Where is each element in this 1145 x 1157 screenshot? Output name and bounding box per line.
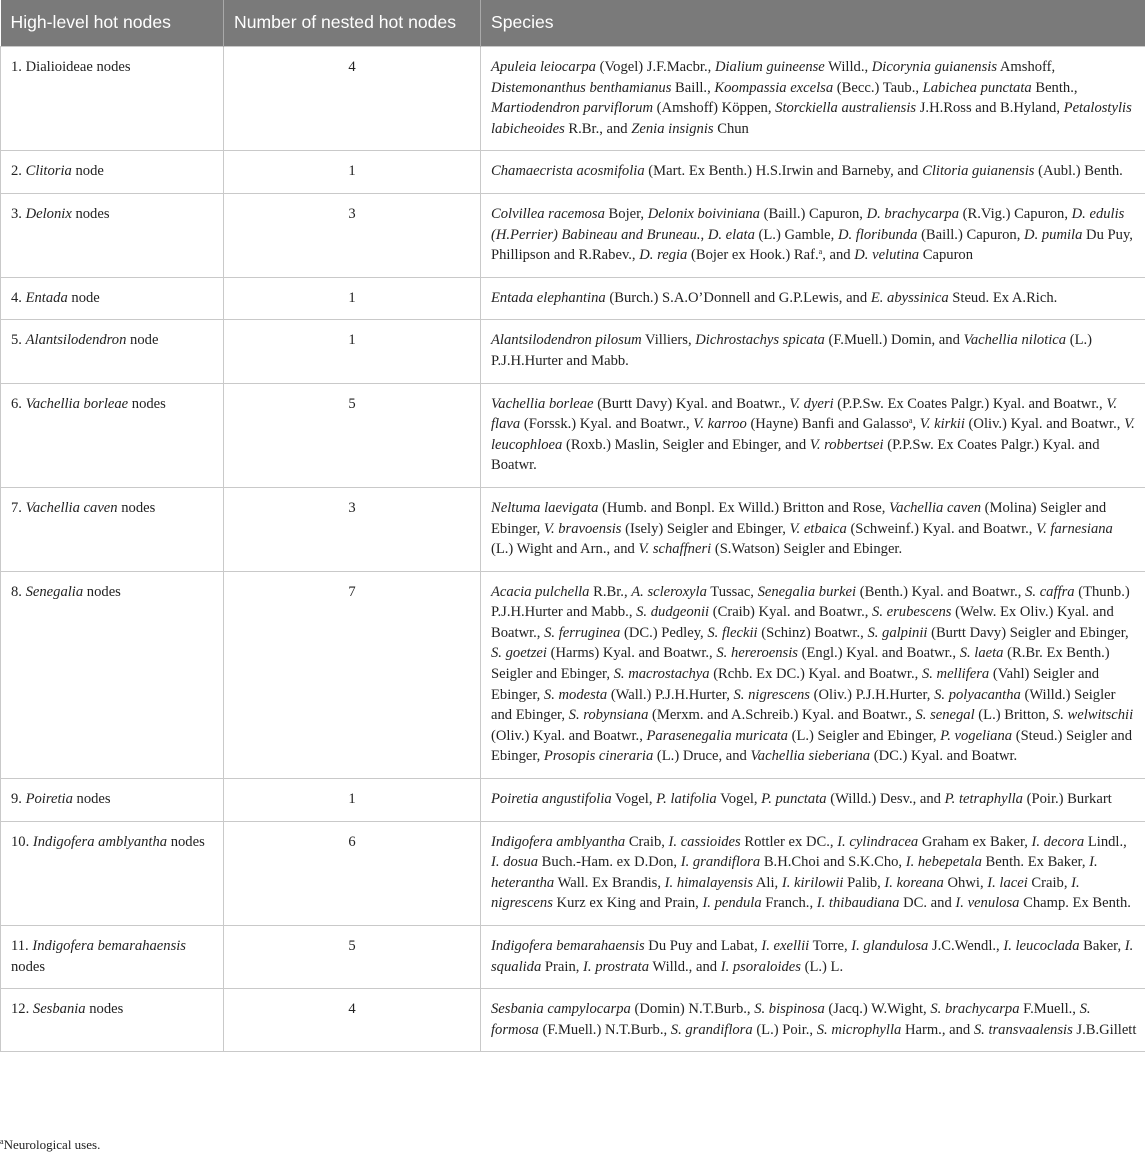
plain-text: (P.P.Sw. Ex Coates Palgr.) Kyal. and Boatwr., xyxy=(833,395,1107,412)
plain-text: , xyxy=(700,226,708,243)
plain-text: (L.) Druce, and xyxy=(653,748,751,765)
plain-text: nodes xyxy=(72,791,111,808)
footnote-marker-ref: a xyxy=(908,416,913,426)
table-body xyxy=(1,47,1145,1052)
italic-text: Entada elephantina xyxy=(491,289,606,306)
italic-text: V. farnesiana xyxy=(1036,520,1113,537)
italic-text: P. latifolia xyxy=(656,791,717,808)
plain-text: R.Br., xyxy=(589,583,632,600)
italic-text: Poiretia angustifolia xyxy=(491,791,612,808)
plain-text: Palib, xyxy=(843,874,885,891)
plain-text: Baker, xyxy=(1079,938,1125,954)
italic-text: I. cylindracea xyxy=(837,833,919,850)
header-species: Species xyxy=(481,0,1145,47)
plain-text: (DC.) Pedley, xyxy=(620,624,708,641)
italic-text: I. nigrescens xyxy=(491,874,1080,912)
plain-text: Wall. Ex Brandis, xyxy=(554,874,665,891)
italic-text: I. hebepetala xyxy=(905,854,982,871)
plain-text: (Baill.) Capuron, xyxy=(759,205,867,222)
table-row xyxy=(1,383,1145,487)
italic-text: Indigofera bemarahaensis xyxy=(32,938,186,954)
plain-text: Craib, xyxy=(1027,874,1072,891)
italic-text: D. edulis (H.Perrier) Babineau and Bruneau. xyxy=(491,205,1125,243)
plain-text: Benth. Ex Baker, xyxy=(981,854,1090,871)
cell-hot-node xyxy=(1,151,224,194)
italic-text: I. prostrata xyxy=(583,958,649,975)
plain-text: (Oliv.) Kyal. and Boatwr., xyxy=(491,727,647,744)
table-row xyxy=(1,779,1145,822)
italic-text: V. leucophloea xyxy=(491,416,1135,453)
plain-text: (L.) Seigler and Ebinger, xyxy=(787,727,941,744)
italic-text: Petalostylis labicheoides xyxy=(491,100,1132,137)
italic-text: S. hereroensis xyxy=(716,645,798,662)
header-number-of-nested-hot-nodes: Number of nested hot nodes xyxy=(224,0,481,47)
plain-text: (Baill.) Capuron, xyxy=(917,226,1025,243)
plain-text: (Schinz) Boatwr., xyxy=(757,624,868,641)
italic-text: S. macrostachya xyxy=(613,666,710,683)
cell-hot-node xyxy=(1,47,224,151)
plain-text: (Welw. Ex Oliv.) Kyal. and Boatwr., xyxy=(491,604,1114,641)
italic-text: Distemonanthus benthamianus xyxy=(491,79,672,96)
italic-text: S. dudgeonii xyxy=(636,604,710,621)
plain-text: (L.) L. xyxy=(800,958,844,975)
footnote xyxy=(0,1137,100,1153)
plain-text: R.Br., and xyxy=(564,120,632,137)
plain-text: (L.) Britton, xyxy=(974,707,1053,724)
italic-text: I. kirilowii xyxy=(781,874,844,891)
italic-text: Koompassia excelsa xyxy=(714,79,834,96)
plain-text: 5. xyxy=(11,332,26,349)
plain-text: (Craib) Kyal. and Boatwr., xyxy=(709,604,873,621)
plain-text: Du Puy, Phillipson and R.Rabev., xyxy=(491,226,1133,264)
plain-text: (Harms) Kyal. and Boatwr., xyxy=(546,645,717,662)
plain-text: 11. xyxy=(11,938,33,954)
plain-text: (L.) Poir., xyxy=(752,1021,817,1038)
cell-nested-count: 4 xyxy=(224,47,481,151)
table-row xyxy=(1,47,1145,151)
plain-text: (Burtt Davy) Kyal. and Boatwr., xyxy=(593,395,790,412)
plain-text: 12. xyxy=(11,1001,33,1018)
cell-hot-node xyxy=(1,821,224,925)
plain-text: 9. xyxy=(11,791,26,808)
plain-text: (L.) P.J.H.Hurter and Mabb. xyxy=(491,332,1093,369)
italic-text: Prosopis cineraria xyxy=(543,748,654,765)
italic-text: Indigofera amblyantha xyxy=(32,833,168,850)
italic-text: Parasenegalia muricata xyxy=(646,727,788,744)
cell-nested-count: 1 xyxy=(224,277,481,320)
italic-text: S. nigrescens xyxy=(733,686,810,703)
plain-text: Du Puy and Labat, xyxy=(644,938,762,954)
plain-text: , and xyxy=(822,247,855,264)
table-row xyxy=(1,926,1145,989)
cell-species xyxy=(481,571,1145,778)
italic-text: V. etbaica xyxy=(789,520,847,537)
plain-text: (Isely) Seigler and Ebinger, xyxy=(621,520,790,537)
plain-text: (Roxb.) Maslin, Seigler and Ebinger, and xyxy=(562,436,810,453)
plain-text: B.H.Choi and S.K.Cho, xyxy=(760,854,906,871)
plain-text: (Jacq.) W.Wight, xyxy=(824,1001,931,1018)
plain-text: 1. Dialioideae nodes xyxy=(11,59,131,75)
italic-text: S. robynsiana xyxy=(568,707,649,724)
plain-text: (Poir.) Burkart xyxy=(1022,791,1112,808)
plain-text: , xyxy=(912,416,920,433)
italic-text: D. velutina xyxy=(854,247,920,264)
plain-text: Willd., xyxy=(824,59,872,75)
footnote-marker-ref: a xyxy=(818,247,823,257)
plain-text: (Benth.) Kyal. and Boatwr., xyxy=(856,583,1026,600)
plain-text: Torre, xyxy=(809,938,852,954)
header-row xyxy=(1,0,1145,47)
plain-text: (Humb. and Bonpl. Ex Willd.) Britton and Rose, xyxy=(598,499,890,516)
italic-text: S. brachycarpa xyxy=(930,1001,1020,1018)
table-header xyxy=(1,0,1145,47)
plain-text: Prain, xyxy=(541,958,584,975)
italic-text: Alantsilodendron xyxy=(25,332,127,349)
plain-text: Harm., and xyxy=(901,1021,974,1038)
italic-text: P. punctata xyxy=(761,791,827,808)
plain-text: Steud. Ex A.Rich. xyxy=(948,289,1058,306)
plain-text: (Schweinf.) Kyal. and Boatwr., xyxy=(846,520,1037,537)
italic-text: D. elata xyxy=(707,226,755,243)
italic-text: I. heterantha xyxy=(491,854,1098,891)
italic-text: Colvillea racemosa xyxy=(491,205,605,222)
italic-text: V. dyeri xyxy=(789,395,834,412)
cell-hot-node xyxy=(1,779,224,822)
plain-text: (S.Watson) Seigler and Ebinger. xyxy=(711,541,903,558)
plain-text: nodes xyxy=(11,958,46,975)
italic-text: V. flava xyxy=(491,395,1118,433)
cell-species xyxy=(481,383,1145,487)
plain-text: Lindl., xyxy=(1084,833,1127,850)
italic-text: V. kirkii xyxy=(919,416,965,433)
italic-text: Sesbania campylocarpa xyxy=(491,1001,631,1018)
cell-hot-node xyxy=(1,989,224,1052)
italic-text: I. koreana xyxy=(884,874,944,891)
italic-text: E. abyssinica xyxy=(870,289,949,306)
cell-species xyxy=(481,277,1145,320)
plain-text: (Wall.) P.J.H.Hurter, xyxy=(607,686,734,703)
plain-text: 6. xyxy=(11,395,26,412)
plain-text: (Becc.) Taub., xyxy=(833,79,923,96)
cell-nested-count: 1 xyxy=(224,779,481,822)
italic-text: I. psoraloides xyxy=(720,958,801,975)
plain-text: (Rchb. Ex DC.) Kyal. and Boatwr., xyxy=(709,666,922,683)
italic-text: S. modesta xyxy=(543,686,608,703)
plain-text: (Mart. Ex Benth.) H.S.Irwin and Barneby, and xyxy=(644,163,923,180)
italic-text: S. grandiflora xyxy=(670,1021,753,1038)
italic-text: I. pendula xyxy=(702,895,762,912)
plain-text: (Engl.) Kyal. and Boatwr., xyxy=(797,645,960,662)
cell-nested-count: 1 xyxy=(224,320,481,383)
table-row xyxy=(1,989,1145,1052)
table-row xyxy=(1,320,1145,383)
plain-text: (L.) Gamble, xyxy=(754,226,838,243)
plain-text: 10. xyxy=(11,833,33,850)
plain-text: Willd., and xyxy=(649,958,721,975)
italic-text: S. fleckii xyxy=(707,624,758,641)
plain-text: 3. xyxy=(11,205,26,222)
italic-text: S. galpinii xyxy=(867,624,928,641)
italic-text: S. mellifera xyxy=(921,666,990,683)
italic-text: Indigofera bemarahaensis xyxy=(491,938,645,954)
italic-text: S. polyacantha xyxy=(934,686,1021,703)
italic-text: Delonix boiviniana xyxy=(647,205,760,222)
cell-nested-count: 7 xyxy=(224,571,481,778)
cell-species xyxy=(481,989,1145,1052)
footnote-text: Neurological uses. xyxy=(3,1137,101,1152)
italic-text: Neltuma laevigata xyxy=(491,499,599,516)
plain-text: Villiers, xyxy=(641,332,696,349)
table-row xyxy=(1,821,1145,925)
header-high-level-hot-nodes: High-level hot nodes xyxy=(1,0,224,47)
italic-text: I. squalida xyxy=(491,938,1134,975)
plain-text: 4. xyxy=(11,289,26,306)
cell-species xyxy=(481,821,1145,925)
italic-text: Alantsilodendron pilosum xyxy=(491,332,642,349)
cell-species xyxy=(481,320,1145,383)
italic-text: Vachellia borleae xyxy=(491,395,594,412)
plain-text: Baill., xyxy=(671,79,715,96)
italic-text: Martiodendron parviflorum xyxy=(491,100,654,117)
italic-text: I. dosua xyxy=(491,854,539,871)
italic-text: Delonix xyxy=(25,205,72,222)
plain-text: Franch., xyxy=(761,895,817,912)
plain-text: Vogel, xyxy=(611,791,657,808)
italic-text: D. regia xyxy=(639,247,688,264)
plain-text: Amshoff, xyxy=(997,59,1056,75)
italic-text: V. karroo xyxy=(693,416,747,433)
italic-text: S. erubescens xyxy=(872,604,952,621)
italic-text: S. caffra xyxy=(1025,583,1075,600)
plain-text: Ali, xyxy=(753,874,782,891)
plain-text: (Domin) N.T.Burb., xyxy=(630,1001,755,1018)
italic-text: Sesbania xyxy=(32,1001,86,1018)
cell-nested-count: 3 xyxy=(224,193,481,277)
cell-nested-count: 3 xyxy=(224,487,481,571)
plain-text: Benth., xyxy=(1031,79,1078,96)
italic-text: A. scleroxyla xyxy=(631,583,707,600)
cell-hot-node xyxy=(1,277,224,320)
italic-text: I. venulosa xyxy=(955,895,1020,912)
plain-text: J.H.Ross and B.Hyland, xyxy=(916,100,1064,117)
italic-text: Indigofera amblyantha xyxy=(491,833,626,850)
italic-text: Dialium guineense xyxy=(714,59,825,75)
italic-text: S. formosa xyxy=(491,1001,1091,1038)
plain-text: (L.) Wight and Arn., and xyxy=(491,541,639,558)
italic-text: Vachellia sieberiana xyxy=(750,748,871,765)
plain-text: (Vahl) Seigler and Ebinger, xyxy=(491,666,1100,703)
plain-text: Chun xyxy=(713,120,749,137)
plain-text: Buch.-Ham. ex D.Don, xyxy=(538,854,681,871)
cell-species xyxy=(481,487,1145,571)
plain-text: Tussac, xyxy=(706,583,758,600)
plain-text: (Bojer ex Hook.) Raf. xyxy=(687,247,819,264)
italic-text: I. himalayensis xyxy=(664,874,754,891)
italic-text: S. ferruginea xyxy=(544,624,621,641)
italic-text: I. grandiflora xyxy=(680,854,761,871)
cell-hot-node xyxy=(1,571,224,778)
plain-text: (Vogel) J.F.Macbr., xyxy=(595,59,715,75)
plain-text: (R.Br. Ex Benth.) Seigler and Ebinger, xyxy=(491,645,1110,683)
italic-text: D. brachycarpa xyxy=(866,205,960,222)
plain-text: Kurz ex King and Prain, xyxy=(552,895,703,912)
italic-text: I. leucoclada xyxy=(1003,938,1080,954)
cell-species xyxy=(481,779,1145,822)
plain-text: Capuron xyxy=(919,247,974,264)
italic-text: Labichea punctata xyxy=(922,79,1032,96)
cell-species xyxy=(481,926,1145,989)
italic-text: Storckiella australiensis xyxy=(775,100,917,117)
plain-text: nodes xyxy=(167,833,205,850)
italic-text: I. cassioides xyxy=(668,833,741,850)
cell-hot-node xyxy=(1,487,224,571)
cell-hot-node xyxy=(1,320,224,383)
plain-text: (Steud.) Seigler and Ebinger, xyxy=(491,727,1133,765)
plain-text: (P.P.Sw. Ex Coates Palgr.) Kyal. and Boatwr. xyxy=(491,436,1100,474)
plain-text: nodes xyxy=(117,499,156,516)
table-row xyxy=(1,277,1145,320)
plain-text: node xyxy=(67,289,100,306)
plain-text: Champ. Ex Benth. xyxy=(1019,895,1131,912)
plain-text: node xyxy=(126,332,159,349)
plain-text: (Amshoff) Köppen, xyxy=(653,100,776,117)
italic-text: Apuleia leiocarpa xyxy=(491,59,596,75)
italic-text: Dicorynia guianensis xyxy=(871,59,998,75)
plain-text: nodes xyxy=(83,583,121,600)
italic-text: Zenia insignis xyxy=(631,120,714,137)
plain-text: (Burch.) S.A.O’Donnell and G.P.Lewis, and xyxy=(605,289,871,306)
plain-text: (Molina) Seigler and Ebinger, xyxy=(491,499,1107,537)
italic-text: I. exellii xyxy=(761,938,810,954)
italic-text: Vachellia caven xyxy=(889,499,981,516)
italic-text: D. pumila xyxy=(1024,226,1083,243)
plain-text: Bojer, xyxy=(604,205,648,222)
italic-text: S. senegal xyxy=(915,707,975,724)
plain-text: (R.Vig.) Capuron, xyxy=(959,205,1072,222)
cell-hot-node xyxy=(1,926,224,989)
plain-text: Vogel, xyxy=(716,791,762,808)
plain-text: J.B.Gillett xyxy=(1072,1021,1137,1038)
cell-species xyxy=(481,151,1145,194)
italic-text: I. lacei xyxy=(987,874,1028,891)
italic-text: Poiretia xyxy=(25,791,73,808)
italic-text: S. microphylla xyxy=(816,1021,902,1038)
italic-text: V. schaffneri xyxy=(638,541,712,558)
cell-hot-node xyxy=(1,193,224,277)
italic-text: S. welwitschii xyxy=(1052,707,1134,724)
italic-text: Vachellia borleae xyxy=(25,395,129,412)
cell-nested-count: 1 xyxy=(224,151,481,194)
table-row xyxy=(1,151,1145,194)
plain-text: (Oliv.) P.J.H.Hurter, xyxy=(809,686,935,703)
plain-text: (Forssk.) Kyal. and Boatwr., xyxy=(520,416,694,433)
plain-text: (Aubl.) Benth. xyxy=(1034,163,1123,180)
italic-text: Vachellia nilotica xyxy=(963,332,1067,349)
italic-text: Clitoria guianensis xyxy=(922,163,1035,180)
italic-text: S. goetzei xyxy=(491,645,547,662)
plain-text: Graham ex Baker, xyxy=(918,833,1032,850)
cell-nested-count: 5 xyxy=(224,383,481,487)
cell-species xyxy=(481,193,1145,277)
plain-text: (Merxm. and A.Schreib.) Kyal. and Boatwr., xyxy=(648,707,916,724)
italic-text: Senegalia burkei xyxy=(757,583,857,600)
plain-text: 8. xyxy=(11,583,26,600)
italic-text: Entada xyxy=(25,289,68,306)
table-row xyxy=(1,193,1145,277)
italic-text: D. floribunda xyxy=(837,226,918,243)
italic-text: I. decora xyxy=(1031,833,1085,850)
plain-text: Craib, xyxy=(625,833,669,850)
italic-text: V. bravoensis xyxy=(543,520,622,537)
plain-text: DC. and xyxy=(899,895,956,912)
italic-text: Clitoria xyxy=(25,163,72,180)
plain-text: J.C.Wendl., xyxy=(928,938,1004,954)
plain-text: nodes xyxy=(85,1001,124,1018)
plain-text: Ohwi, xyxy=(943,874,988,891)
italic-text: P. vogeliana xyxy=(940,727,1013,744)
footnote-marker: a xyxy=(0,1137,4,1146)
plain-text: node xyxy=(71,163,104,180)
italic-text: Acacia pulchella xyxy=(491,583,590,600)
cell-nested-count: 5 xyxy=(224,926,481,989)
table-row xyxy=(1,487,1145,571)
cell-hot-node xyxy=(1,383,224,487)
italic-text: I. glandulosa xyxy=(851,938,929,954)
plain-text: (Willd.) Seigler and Ebinger, xyxy=(491,686,1116,724)
plain-text: (Thunb.) P.J.H.Hurter and Mabb., xyxy=(491,583,1130,621)
italic-text: Vachellia caven xyxy=(25,499,118,516)
cell-species xyxy=(481,47,1145,151)
plain-text: (Hayne) Banfi and Galasso xyxy=(746,416,909,433)
plain-text: nodes xyxy=(128,395,166,412)
plain-text: (F.Muell.) N.T.Burb., xyxy=(538,1021,671,1038)
italic-text: Senegalia xyxy=(25,583,84,600)
italic-text: V. robbertsei xyxy=(809,436,884,453)
italic-text: S. bispinosa xyxy=(754,1001,825,1018)
plain-text: 2. xyxy=(11,163,26,180)
plain-text: Rottler ex DC., xyxy=(740,833,838,850)
italic-text: I. thibaudiana xyxy=(816,895,900,912)
plain-text: (Willd.) Desv., and xyxy=(826,791,945,808)
italic-text: P. tetraphylla xyxy=(944,791,1023,808)
plain-text: (DC.) Kyal. and Boatwr. xyxy=(870,748,1018,765)
plain-text: (F.Muell.) Domin, and xyxy=(824,332,964,349)
plain-text: (Oliv.) Kyal. and Boatwr., xyxy=(964,416,1125,433)
italic-text: S. laeta xyxy=(959,645,1004,662)
italic-text: S. transvaalensis xyxy=(973,1021,1073,1038)
table-row xyxy=(1,571,1145,778)
plain-text: nodes xyxy=(71,205,110,222)
plain-text: (Burtt Davy) Seigler and Ebinger, xyxy=(927,624,1129,641)
cell-nested-count: 4 xyxy=(224,989,481,1052)
italic-text: Dichrostachys spicata xyxy=(695,332,825,349)
plain-text: 7. xyxy=(11,499,26,516)
cell-nested-count: 6 xyxy=(224,821,481,925)
plain-text: F.Muell., xyxy=(1019,1001,1080,1018)
italic-text: Chamaecrista acosmifolia xyxy=(491,163,645,180)
